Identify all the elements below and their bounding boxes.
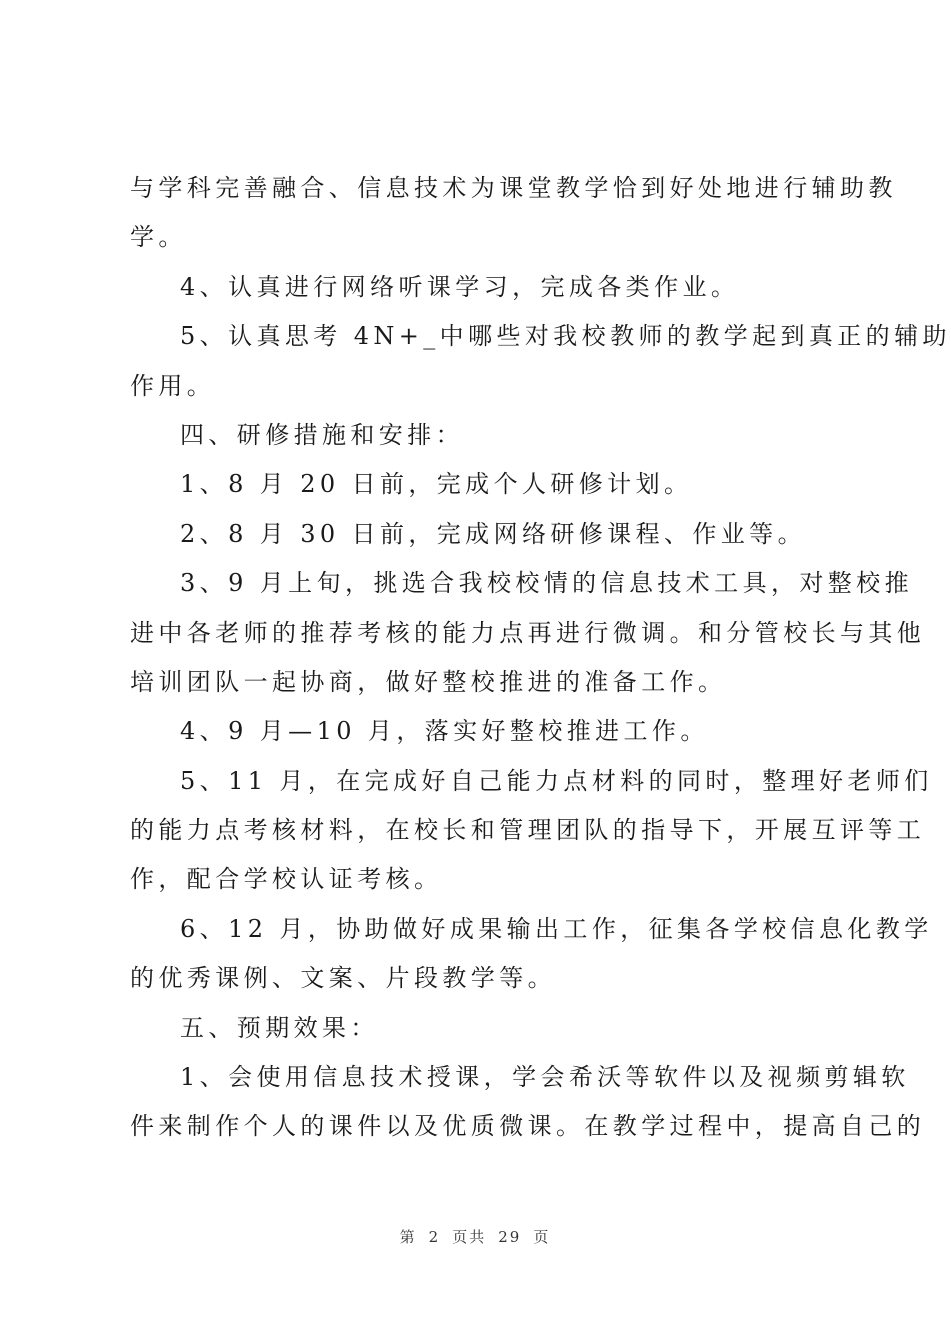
text-line: 进中各老师的推荐考核的能力点再进行微调。和分管校长与其他 — [130, 618, 926, 647]
footer-label-ye: 页 — [533, 1228, 551, 1246]
text-line: 4、9 月—10 月，落实好整校推进工作。 — [180, 717, 709, 746]
text-line: 四、研修措施和安排： — [180, 420, 464, 449]
text-line: 5、认真思考 4N+_中哪些对我校教师的教学起到真正的辅助 — [180, 322, 951, 351]
page-footer — [0, 1226, 950, 1247]
text-line: 4、认真进行网络听课学习，完成各类作业。 — [180, 272, 740, 301]
text-line: 3、9 月上旬，挑选合我校校情的信息技术工具，对整校推 — [180, 569, 913, 598]
text-line: 5、11 月，在完成好自己能力点材料的同时，整理好老师们 — [180, 766, 933, 795]
text-line: 6、12 月，协助做好成果输出工作，征集各学校信息化教学 — [180, 914, 933, 943]
text-line: 的能力点考核材料，在校长和管理团队的指导下，开展互评等工 — [130, 816, 926, 845]
footer-current-page: 2 — [428, 1228, 441, 1246]
text-line: 2、8 月 30 日前，完成网络研修课程、作业等。 — [180, 519, 806, 548]
footer-label-di: 第 — [399, 1228, 417, 1246]
text-line: 学。 — [130, 223, 187, 252]
text-line: 件来制作个人的课件以及优质微课。在教学过程中，提高自己的 — [130, 1112, 926, 1141]
text-line: 培训团队一起协商，做好整校推进的准备工作。 — [130, 667, 727, 696]
text-line: 五、预期效果： — [180, 1013, 379, 1042]
footer-total-pages: 29 — [498, 1228, 522, 1246]
text-line: 的优秀课例、文案、片段教学等。 — [130, 964, 556, 993]
document-body — [130, 164, 951, 1152]
text-line: 1、会使用信息技术授课，学会希沃等软件以及视频剪辑软 — [180, 1063, 910, 1092]
text-line: 作，配合学校认证考核。 — [130, 865, 443, 894]
text-line: 作用。 — [130, 371, 216, 400]
footer-label-ye-gong: 页共 — [452, 1228, 487, 1246]
text-line: 1、8 月 20 日前，完成个人研修计划。 — [180, 470, 693, 499]
text-line: 与学科完善融合、信息技术为课堂教学恰到好处地进行辅助教 — [130, 174, 897, 202]
